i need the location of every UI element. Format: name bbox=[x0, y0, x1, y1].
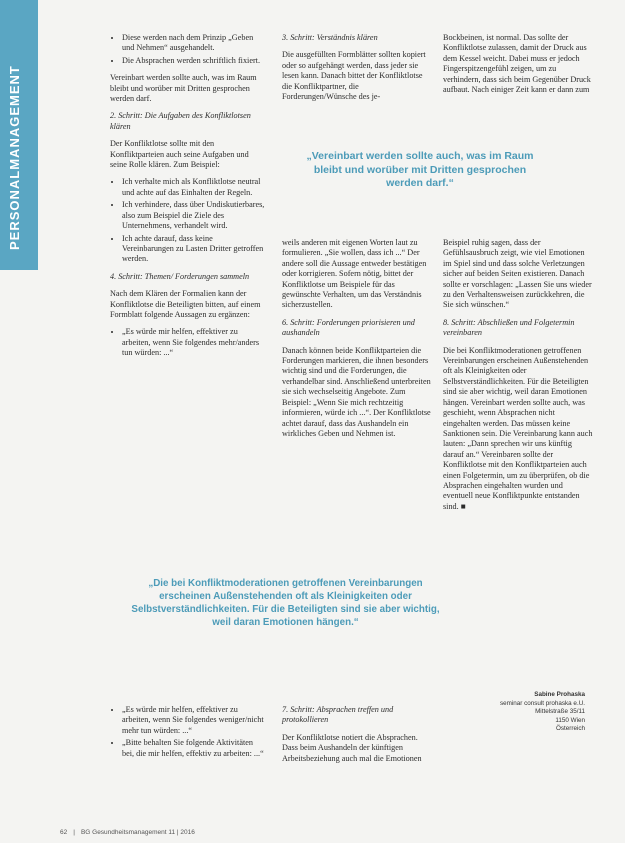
paragraph: Der Konfliktlotse sollte mit den Konfliktparteien auch seine Aufgaben und seine Rolle klären. Zum Beispiel: bbox=[110, 139, 249, 170]
paragraph: Der Konfliktlotse notiert die Absprachen. Dass beim Aushandeln der künftigen Arbeitsbeziehung auch mal die Emotionen bbox=[282, 732, 422, 763]
journal-name: BG Gesundheitsmanagement 11 | 2016 bbox=[80, 829, 195, 836]
list-item: • Diese werden nach dem Prinzip „Geben und Nehmen“ ausgehandelt. bbox=[122, 33, 265, 54]
author-street: Mittelstraße 35/11 bbox=[535, 708, 585, 715]
author-company: seminar consult prohaska e.U. bbox=[499, 699, 585, 707]
footer-divider: | bbox=[73, 829, 75, 836]
bullet-list bbox=[110, 177, 265, 264]
page-footer bbox=[60, 829, 195, 836]
paragraph: Vereinbart werden sollte auch, was im Raum bleibt und worüber mit Dritten gesprochen werden darf. bbox=[110, 73, 257, 104]
step-heading: 8. Schritt: Abschließen und Folgetermin vereinbaren bbox=[443, 317, 575, 338]
list-item: • Ich verhalte mich als Konfliktlotse neutral und achte auf das Einhalten der Regeln. bbox=[122, 177, 265, 198]
list-item: • Ich achte darauf, dass keine Vereinbarungen zu Lasten Dritter getroffen werden. bbox=[122, 234, 265, 265]
column-3-top bbox=[443, 33, 593, 102]
paragraph: Bockbeinen, ist normal. Das sollte der Konfliktlotse zulassen, damit der Druck aus dem Kessel weicht. Dabei muss er jedoch Fingerspitzengefühl zeigen, um zu verhindern, dass sich beim Gegenüber Druck aufbaut. Nach einiger Zeit kann er dann zum bbox=[443, 33, 591, 95]
column-2-top bbox=[282, 33, 432, 109]
column-2-bottom bbox=[282, 705, 432, 771]
list-item: • „Es würde mir helfen, effektiver zu arbeiten, wenn Sie folgendes mehr/anders tun würden: ...“ bbox=[122, 327, 265, 358]
paragraph: Die ausgefüllten Formblätter sollten kopiert oder so aufgehängt werden, dass jeder sie lesen kann. Danach bittet der Konfliktlotse die Konfliktpartner, die Forderungen/Wünsche des je- bbox=[282, 50, 426, 102]
step-heading: 6. Schritt: Forderungen priorisieren und aushandeln bbox=[282, 317, 415, 338]
step-heading: 4. Schritt: Themen/ Forderungen sammeln bbox=[110, 271, 250, 281]
list-item: • „Es würde mir helfen, effektiver zu arbeiten, wenn Sie folgendes weniger/nicht mehr tun würden: ...“ bbox=[122, 705, 265, 736]
author-name: Sabine Prohaska bbox=[534, 691, 585, 698]
list-item: • Ich verhindere, dass über Undiskutierbares, also zum Beispiel die Ziele des Unternehmens, verhandelt wird. bbox=[122, 200, 265, 231]
paragraph: Beispiel ruhig sagen, dass der Gefühlsausbruch zeigt, wie viel Emotionen im Spiel sind und dass solche Verletzungen sicher auf beiden Seiten existieren. Danach sollte er vorschlagen: „Lassen Sie uns wieder zu den Verhaltensweisen zurückkehren, die Sie sich wünschen.“ bbox=[443, 238, 592, 310]
author-country: Österreich bbox=[555, 725, 585, 732]
section-sidebar bbox=[0, 0, 38, 270]
column-1-top bbox=[110, 33, 265, 366]
author-city: 1150 Wien bbox=[555, 716, 585, 724]
pull-quote: „Die bei Konfliktmoderationen getroffenen Vereinbarungen erscheinen Außenstehenden oft als Kleinigkeiten oder Selbstverständlichkeiten. Für die Beteiligten sind sie aber wichtig, weil daran Emotionen hängen.“ bbox=[131, 578, 440, 628]
bullet-list bbox=[110, 327, 265, 358]
bullet-list bbox=[110, 705, 265, 759]
paragraph: Die bei Konfliktmoderationen getroffenen Vereinbarungen erscheinen Außenstehenden oft als Kleinigkeiten oder Selbstverständlichkeiten. Für die Beteiligten sind sie aber wichtig, weil daran Emotionen hängen. Vereinbart werden sollte auch, was geschieht, wenn Absprachen nicht eingehalten werden. Das müssen keine Sanktionen sein. Die Vereinbarung kann auch lauten: „Dann sprechen wir uns künftig darauf an.“ Vereinbaren sollte der Konfliktlotse mit den Konfliktparteien auch einen Folgetermin, um zu überprüfen, ob die Absprachen eingehalten wurden und eventuell neue Konfliktpunkte entstanden sind. ■ bbox=[443, 345, 593, 511]
list-item: • Die Absprachen werden schriftlich fixiert. bbox=[122, 56, 265, 66]
pull-quote: „Vereinbart werden sollte auch, was im Raum bleibt und worüber mit Dritten gesprochen werden darf.“ bbox=[306, 150, 534, 189]
step-heading: 2. Schritt: Die Aufgaben des Konfliktlotsen klären bbox=[110, 111, 251, 131]
step-heading: 7. Schritt: Absprachen treffen und protokollieren bbox=[282, 705, 394, 725]
paragraph: Danach können beide Konfliktparteien die Forderungen markieren, die ihnen besonders wichtig sind und die Forderungen, die verhandelbar sind. Anschließend unterbreiten sie sich wechselseitig Angebote. Zum Beispiel: „Wenn Sie mich rechtzeitig informieren, würde ich ...“. Der Konfliktlotse achtet darauf, dass das Aushandeln ein wirkliches Geben und Nehmen ist. bbox=[282, 345, 431, 438]
section-label: PERSONALMANAGEMENT bbox=[7, 65, 22, 250]
author-info bbox=[500, 691, 585, 734]
column-2-middle bbox=[282, 238, 432, 446]
column-3-middle bbox=[443, 238, 593, 519]
bullet-list bbox=[110, 33, 265, 66]
paragraph: weils anderen mit eigenen Worten laut zu formulieren. „Sie wollen, dass ich ...“ Der andere soll die Aussage entweder bestätigen oder korrigieren. Sofern nötig, bittet der Konfliktlotse um Beispiele für das gewünschte Verhalten, um das Verständnis sicherzustellen. bbox=[282, 238, 427, 310]
page-number: 62 bbox=[60, 829, 68, 836]
column-1-bottom bbox=[110, 705, 265, 766]
paragraph: Nach dem Klären der Formalien kann der Konfliktlotse die Beteiligten bitten, auf einem Formblatt folgende Aussagen zu ergänzen: bbox=[110, 289, 261, 319]
step-heading: 3. Schritt: Verständnis klären bbox=[282, 33, 378, 42]
list-item: • „Bitte behalten Sie folgende Aktivitäten bei, die mir helfen, effektiv zu arbeiten: ...“ bbox=[122, 738, 265, 759]
